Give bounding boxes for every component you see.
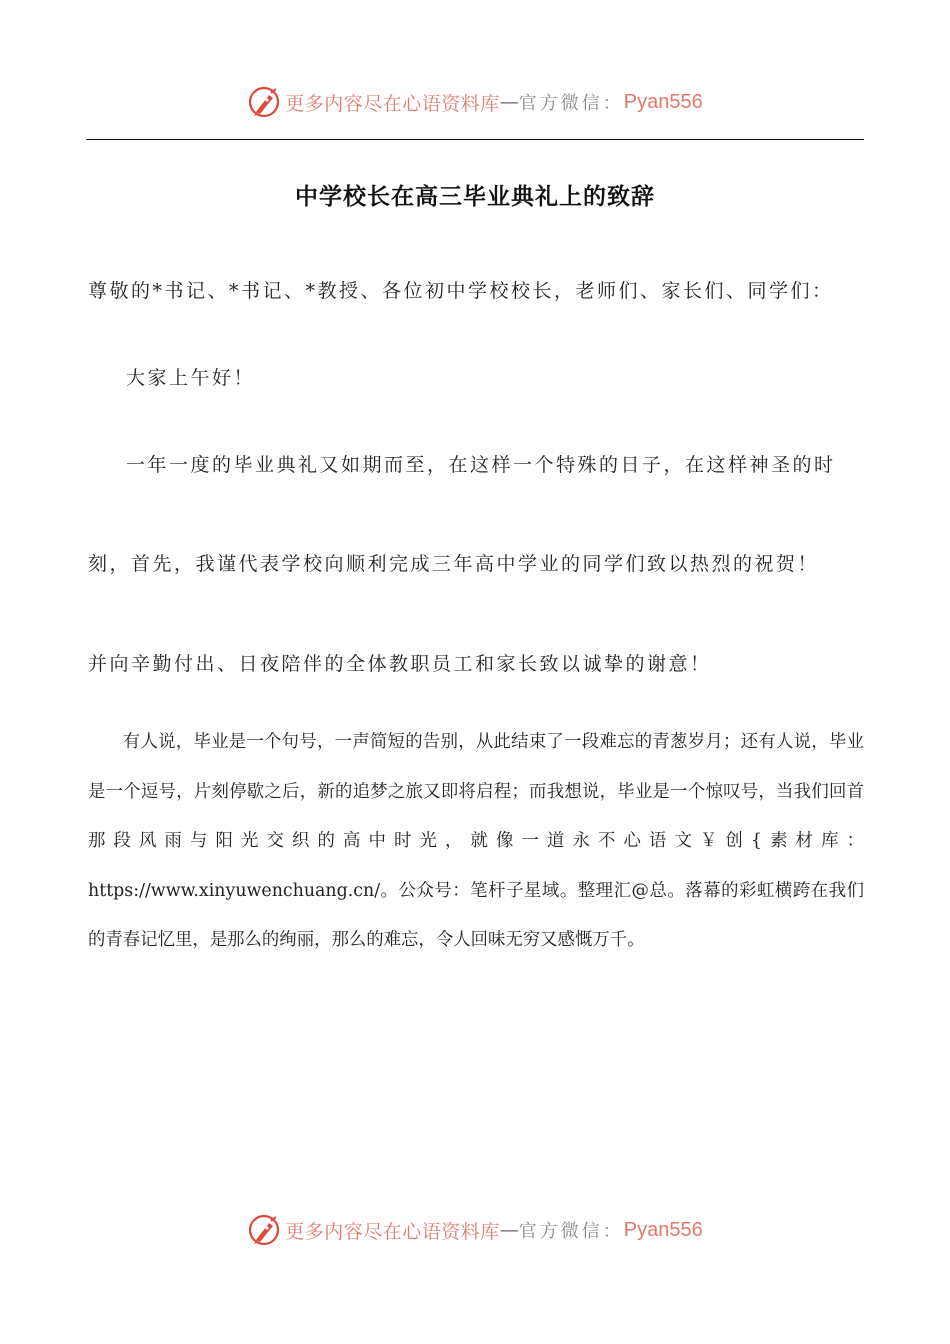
wechat-id: Pyan556 bbox=[623, 1218, 703, 1241]
paragraph1-line2: 刻，首先，我谨代表学校向顺利完成三年高中学业的同学们致以热烈的祝贺！ bbox=[88, 553, 820, 575]
body-paragraph: 有人说，毕业是一个句号，一声简短的告别，从此结束了一段难忘的青葱岁月；还有人说，毕业是一个逗号，片刻停歇之后，新的追梦之旅又即将启程；而我想说，毕业是一个惊叹号，当我们回首那段风雨与阳光交织的高中时光，就像一道永不心语文￥创{素材库：https://www.xinyuwenchuang.cn/。公众号：笔杆子星域。整理汇@总。落幕的彩虹横跨在我们的青春记忆里，是那么的绚丽，那么的难忘，令人回味无穷又感慨万千。 bbox=[88, 732, 864, 950]
wechat-label: 官方微信： bbox=[518, 1221, 624, 1242]
banner-separator: — bbox=[499, 91, 519, 113]
brand-text: 更多内容尽在心语资料库 bbox=[285, 92, 500, 115]
banner-separator: — bbox=[499, 1219, 519, 1241]
paragraph1-line1: 一年一度的毕业典礼又如期而至，在这样一个特殊的日子，在这样神圣的时 bbox=[126, 454, 836, 476]
header-divider bbox=[86, 139, 864, 140]
brand-text: 更多内容尽在心语资料库 bbox=[285, 1220, 500, 1243]
document-title: 中学校长在高三毕业典礼上的致辞 bbox=[295, 183, 655, 210]
wechat-label: 官方微信： bbox=[518, 93, 624, 114]
wechat-id: Pyan556 bbox=[623, 90, 703, 113]
footer-banner bbox=[0, 1210, 950, 1250]
greeting: 大家上午好！ bbox=[126, 367, 256, 389]
salutation: 尊敬的*书记、*书记、*教授、各位初中学校校长，老师们、家长们、同学们： bbox=[88, 280, 834, 302]
pen-nib-logo-icon bbox=[247, 1213, 281, 1247]
paragraph1-line3: 并向辛勤付出、日夜陪伴的全体教职员工和家长致以诚挚的谢意！ bbox=[88, 653, 712, 675]
header-banner bbox=[0, 82, 950, 122]
pen-nib-logo-icon bbox=[247, 85, 281, 119]
